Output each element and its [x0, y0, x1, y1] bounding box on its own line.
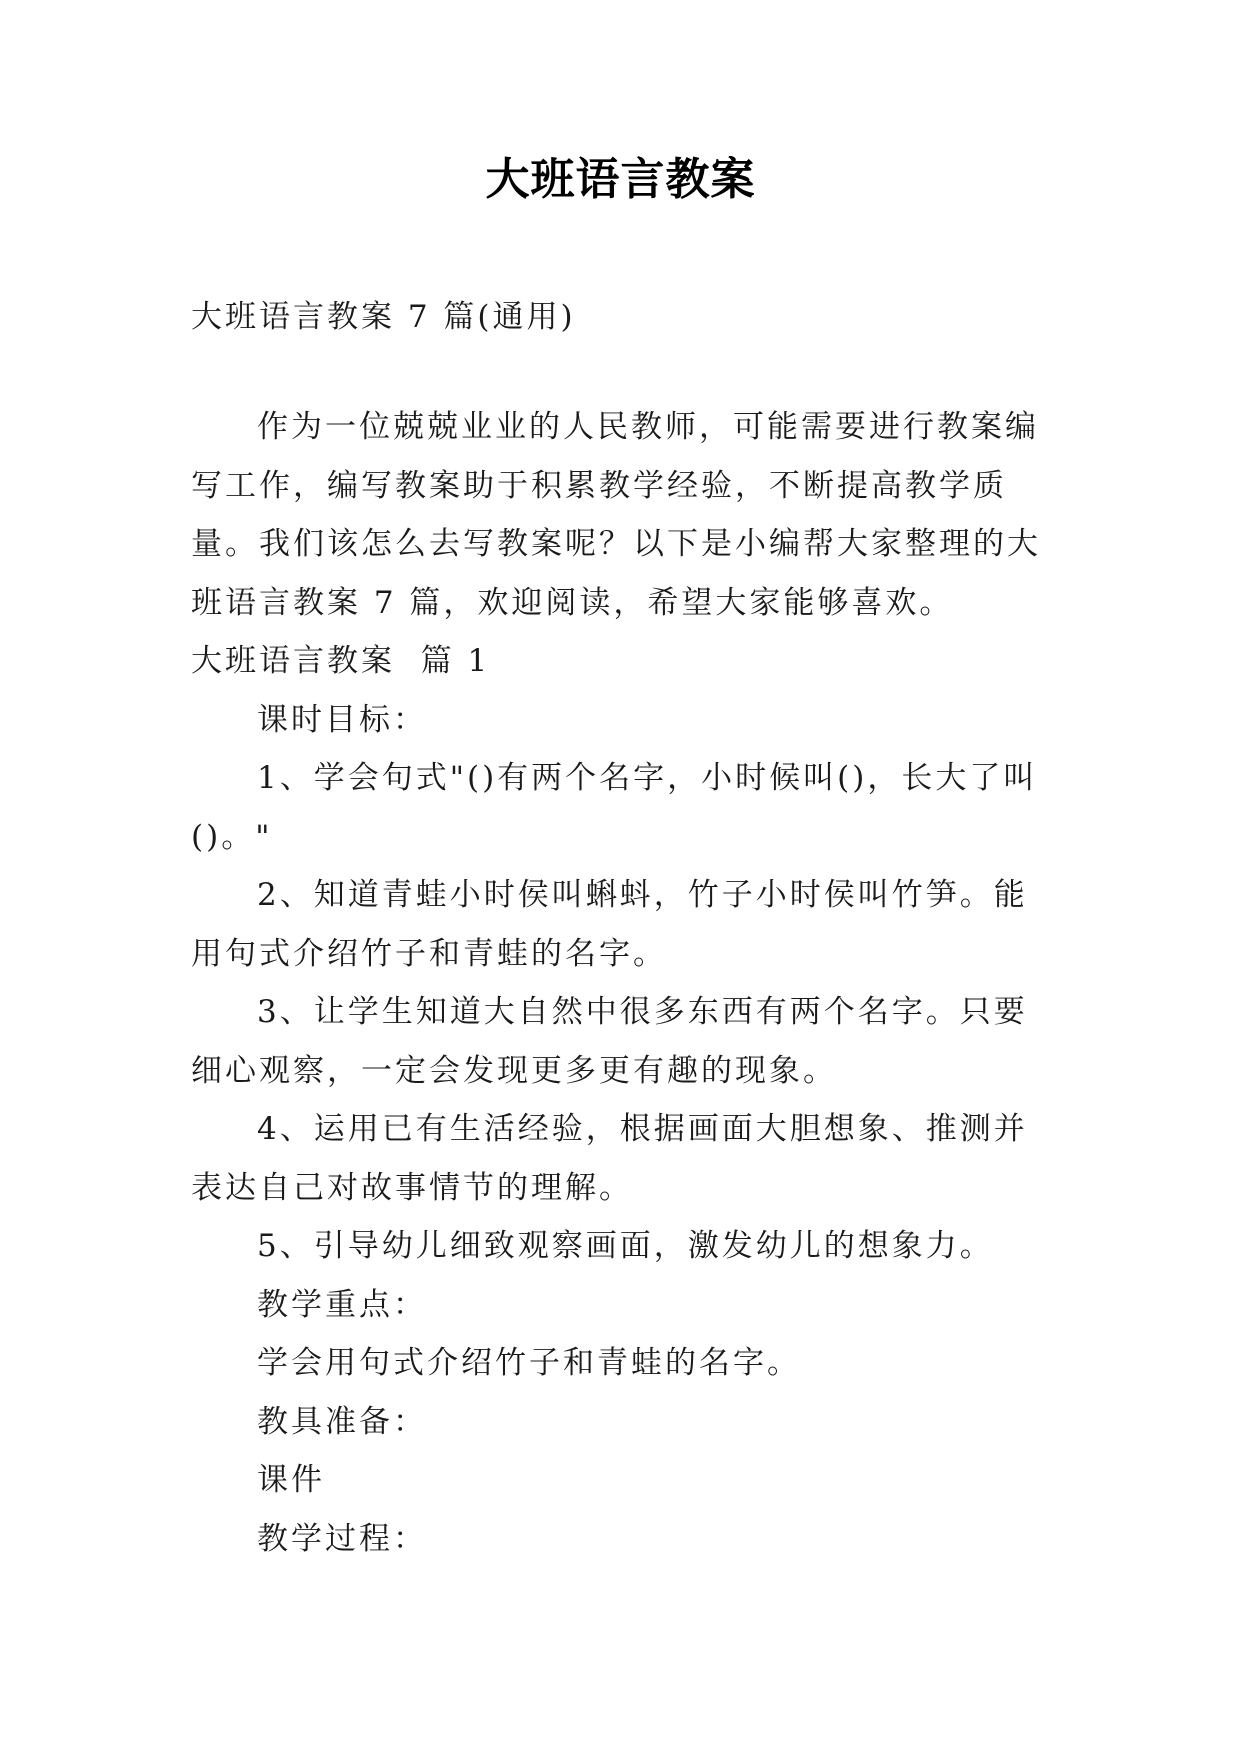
materials-label: 教具准备：	[257, 1403, 427, 1440]
document-title: 大班语言教案	[485, 154, 756, 205]
document-subtitle: 大班语言教案 7 篇(通用)	[191, 299, 576, 335]
document-body	[191, 398, 1051, 1568]
goal-item-2: 2、知道青蛙小时侯叫蝌蚪，竹子小时侯叫竹笋。能用句式介绍竹子和青蛙的名字。	[191, 877, 1028, 972]
goal-item-4: 4、运用已有生活经验，根据画面大胆想象、推测并表达自己对故事情节的理解。	[191, 1111, 1028, 1206]
intro-paragraph: 作为一位兢兢业业的人民教师，可能需要进行教案编写工作，编写教案助于积累教学经验，不断提高教学质量。我们该怎么去写教案呢？以下是小编帮大家整理的大班语言教案 7 篇，欢迎阅读，希望大家能够喜欢。	[191, 409, 1041, 621]
goals-label: 课时目标：	[257, 701, 427, 738]
key-point-text: 学会用句式介绍竹子和青蛙的名字。	[257, 1345, 801, 1381]
key-point-label: 教学重点：	[257, 1286, 427, 1323]
section-heading: 大班语言教案 篇 1	[191, 643, 491, 679]
materials-text: 课件	[257, 1462, 325, 1498]
goal-item-1: 1、学会句式"()有两个名字，小时候叫()，长大了叫()。"	[191, 760, 1038, 855]
goal-item-3: 3、让学生知道大自然中很多东西有两个名字。只要细心观察，一定会发现更多更有趣的现象。	[191, 994, 1028, 1089]
goal-item-5: 5、引导幼儿细致观察画面，激发幼儿的想象力。	[257, 1228, 994, 1264]
process-label: 教学过程：	[257, 1520, 427, 1557]
